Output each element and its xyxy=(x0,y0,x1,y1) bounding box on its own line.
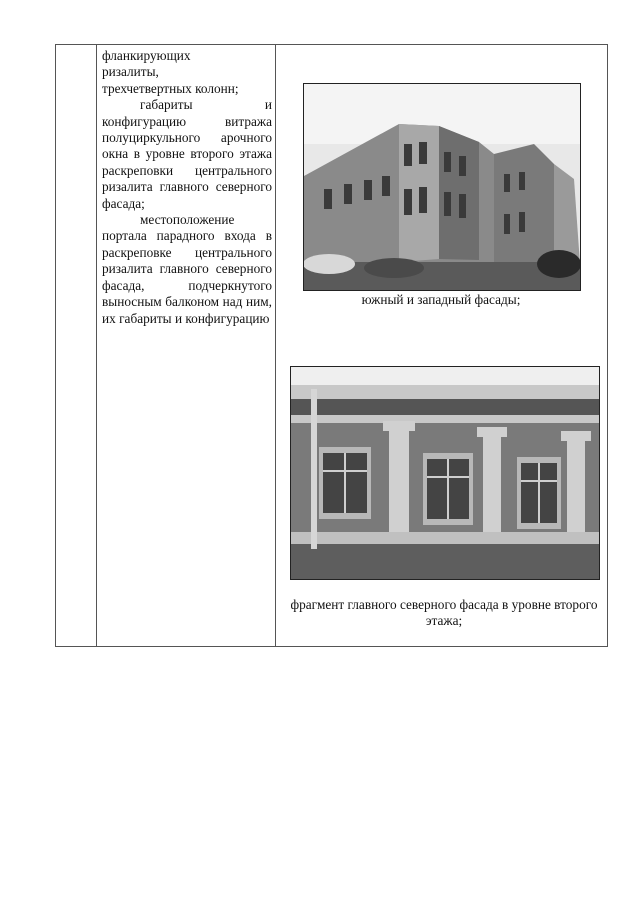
photo-caption: южный и западный фасады; xyxy=(361,292,521,307)
column-divider xyxy=(96,45,97,646)
text-paragraph: габариты и конфигурацию витража полуциркульного арочного окна в уровне второго этажа раскреповки центрального ризалита главного северного фасада; xyxy=(102,97,272,211)
text-paragraph: местоположение портала парадного входа в раскреповке центрального ризалита главного северного фасада, подчеркнутого выносным балконом над ним, их габариты и конфигурацию xyxy=(102,212,272,326)
building-south-west-facades-photo xyxy=(303,83,581,291)
document-table xyxy=(55,44,608,647)
description-cell xyxy=(102,48,272,327)
column-divider xyxy=(275,45,276,646)
text-line: трехчетвертных колонн; xyxy=(102,80,239,96)
text-line: фланкирующих xyxy=(102,48,191,63)
photo-caption: фрагмент главного северного фасада в уровне второго этажа; xyxy=(290,597,598,629)
north-facade-fragment-photo xyxy=(290,366,600,580)
text-line: ризалиты, xyxy=(102,64,159,80)
